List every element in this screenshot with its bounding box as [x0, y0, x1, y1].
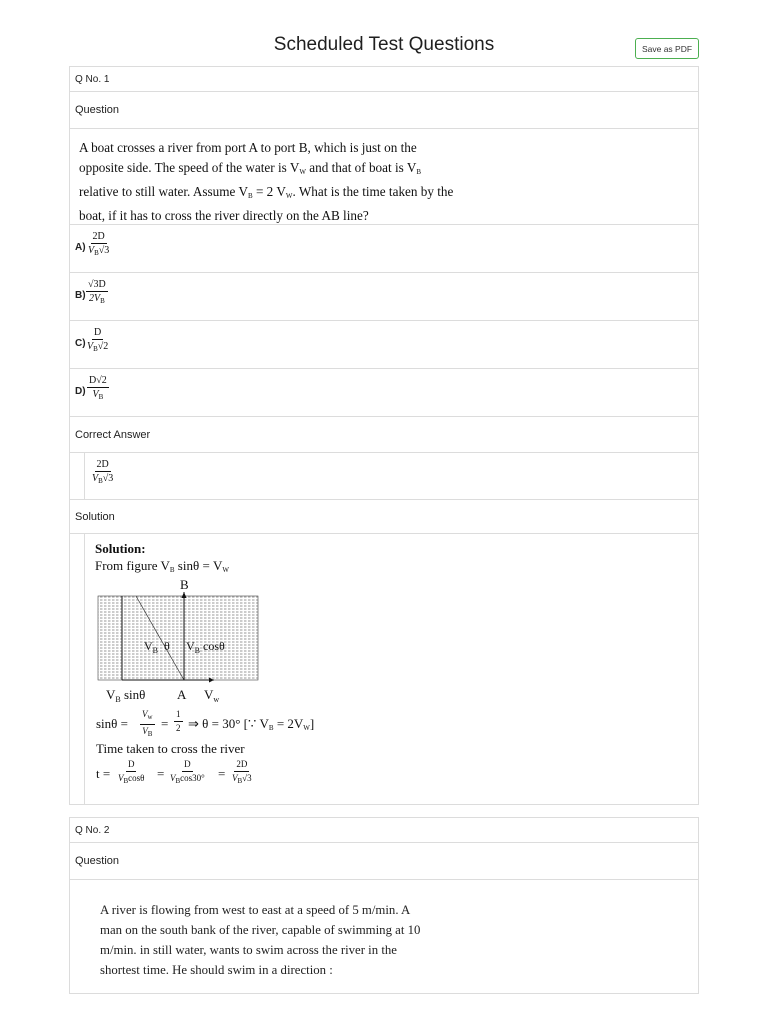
- text-segment: opposite side. The speed of the water is V: [79, 160, 300, 175]
- text-segment: relative to still water. Assume V: [79, 184, 248, 199]
- correct-answer-label-row: [70, 417, 698, 453]
- question-number-row: [70, 67, 698, 92]
- figure-label-vb-cos: $V_B$ cosθ: [186, 639, 225, 655]
- subscript: B: [98, 393, 104, 401]
- solution-line: [95, 558, 229, 574]
- text-segment: ⇒ θ = 30° [∵ V: [188, 716, 269, 731]
- variable: V: [88, 245, 95, 256]
- page-title: Scheduled Test Questions: [273, 34, 495, 55]
- question-line: [79, 158, 479, 182]
- option-d[interactable]: [70, 369, 698, 417]
- solution-label: Solution: [75, 510, 115, 523]
- fraction-numerator: D: [182, 759, 193, 772]
- text-segment: [188, 716, 314, 732]
- fraction-numerator: D√2: [89, 375, 107, 386]
- text-segment: =: [218, 766, 226, 781]
- option-fraction: [87, 327, 108, 355]
- correct-answer-fraction: [92, 459, 113, 487]
- river-figure: [96, 578, 266, 702]
- fraction-numerator: 2D: [92, 231, 105, 242]
- fraction-denominator: [88, 244, 109, 259]
- subscript: W: [299, 168, 306, 176]
- question-label: Question: [75, 104, 120, 116]
- fraction-denominator: 2: [176, 723, 181, 733]
- text-segment: =: [161, 716, 169, 731]
- question-label-row: [70, 92, 698, 129]
- text-segment: =: [157, 766, 165, 781]
- question-line: A boat crosses a river from port A to port B, which is just on the: [79, 140, 417, 155]
- fraction-numerator: D: [94, 327, 102, 338]
- fraction: [170, 759, 205, 787]
- fraction: [232, 759, 252, 787]
- variable: V: [170, 773, 176, 783]
- question-card-2: [69, 817, 699, 994]
- question-line: m/min. in still water, wants to swim across the river in the: [100, 943, 397, 957]
- variable: V: [92, 473, 99, 484]
- question-text: [79, 138, 479, 226]
- subscript: W: [222, 566, 230, 574]
- subscript: B: [247, 192, 253, 200]
- question-line: shortest time. He should swim in a direction :: [100, 963, 333, 977]
- solution-row: [70, 534, 698, 804]
- fraction: [174, 709, 183, 734]
- save-as-pdf-button[interactable]: Save as PDF: [635, 38, 699, 59]
- variable: V: [142, 726, 148, 736]
- subscript: B: [123, 777, 129, 785]
- solution-heading: Solution:: [95, 541, 146, 556]
- subscript: B: [94, 249, 99, 257]
- subscript: B: [147, 730, 153, 738]
- subscript: B: [175, 777, 181, 785]
- fraction-numerator: √3D: [88, 279, 106, 290]
- option-b[interactable]: [70, 273, 698, 321]
- text-segment: From figure V: [95, 558, 170, 573]
- fraction-denominator: [92, 388, 103, 403]
- text-segment: sinθ =: [96, 716, 128, 731]
- solution-line-time: Time taken to cross the river: [96, 741, 245, 756]
- variable: V: [142, 709, 148, 719]
- divider: [84, 453, 85, 499]
- text-segment: . What is the time taken by the: [292, 184, 454, 199]
- text-segment: √3: [98, 245, 110, 256]
- option-fraction: [86, 279, 108, 307]
- variable: 2V: [88, 293, 101, 304]
- fraction-denominator: [232, 772, 252, 787]
- option-letter: B): [75, 290, 86, 301]
- question-label-row: [70, 843, 698, 880]
- variable: V: [232, 773, 238, 783]
- fraction-numerator: D: [126, 759, 137, 772]
- fraction-numerator: 1: [174, 709, 183, 722]
- figure-label-vw: $V_w$: [204, 687, 220, 702]
- option-a[interactable]: [70, 225, 698, 273]
- question-line: [79, 182, 479, 206]
- fraction: [118, 759, 144, 787]
- question-line: boat, if it has to cross the river directly on the AB line?: [79, 208, 369, 223]
- text-segment: √3: [102, 473, 114, 484]
- fraction-numerator: [140, 709, 155, 725]
- figure-label-vb-theta: $V_B$ θ: [144, 639, 170, 655]
- figure-label-a: A: [177, 687, 187, 702]
- subscript: B: [169, 566, 175, 574]
- correct-answer-row: [70, 453, 698, 500]
- fraction-numerator: 2D: [234, 759, 249, 772]
- subscript: B: [93, 345, 98, 353]
- subscript: B: [416, 168, 422, 176]
- fraction: [140, 709, 155, 740]
- option-letter: D): [75, 386, 86, 397]
- question-number: Q No. 1: [75, 73, 110, 85]
- text-segment: cosθ: [128, 773, 145, 783]
- text-segment: ]: [309, 716, 315, 731]
- fraction-numerator: 2D: [96, 459, 109, 470]
- fraction-denominator: [89, 292, 105, 307]
- variable: V: [92, 389, 99, 400]
- variable: V: [118, 773, 124, 783]
- text-segment: √2: [97, 341, 109, 352]
- question-label: Question: [75, 855, 120, 867]
- subscript: W: [303, 724, 310, 732]
- question-number: Q No. 2: [75, 824, 110, 836]
- question-line: man on the south bank of the river, capable of swimming at 10: [100, 923, 421, 937]
- option-letter: A): [75, 242, 86, 253]
- option-letter: C): [75, 338, 86, 349]
- subscript: B: [100, 297, 105, 305]
- text-segment: cos30°: [180, 773, 205, 783]
- question-card-1: [69, 66, 699, 805]
- text-segment: and that of boat is V: [305, 160, 417, 175]
- figure-label-b: B: [180, 578, 189, 592]
- subscript: B: [237, 777, 243, 785]
- text-segment: = 2V: [273, 716, 304, 731]
- fraction-denominator: [170, 772, 205, 787]
- fraction-denominator: [142, 725, 152, 740]
- option-c[interactable]: [70, 321, 698, 369]
- subscript: w: [147, 713, 153, 721]
- equation-time: [96, 759, 296, 793]
- question-text-row: [70, 880, 698, 993]
- subscript: B: [268, 724, 274, 732]
- question-text: [100, 900, 445, 980]
- arrowhead: [182, 592, 187, 598]
- text-segment: √3: [242, 773, 252, 783]
- question-number-row: [70, 818, 698, 843]
- divider: [84, 534, 85, 804]
- option-fraction: [88, 231, 109, 259]
- correct-answer-label: Correct Answer: [75, 428, 151, 441]
- fraction-denominator: [87, 340, 108, 355]
- variable: V: [87, 341, 94, 352]
- subscript: B: [98, 477, 103, 485]
- question-line: A river is flowing from west to east at a speed of 5 m/min. A: [100, 903, 411, 917]
- solution-content: [95, 539, 229, 574]
- fraction-denominator: [92, 472, 113, 487]
- text-segment: sinθ = V: [174, 558, 223, 573]
- subscript: W: [285, 192, 293, 200]
- option-fraction: [87, 375, 109, 403]
- fraction-denominator: [118, 772, 144, 787]
- text-segment: = 2 V: [252, 184, 286, 199]
- figure-label-vb-sin: $V_B$ sinθ: [106, 687, 146, 702]
- question-text-row: [70, 129, 698, 225]
- text-segment: t =: [96, 766, 111, 781]
- solution-label-row: [70, 500, 698, 534]
